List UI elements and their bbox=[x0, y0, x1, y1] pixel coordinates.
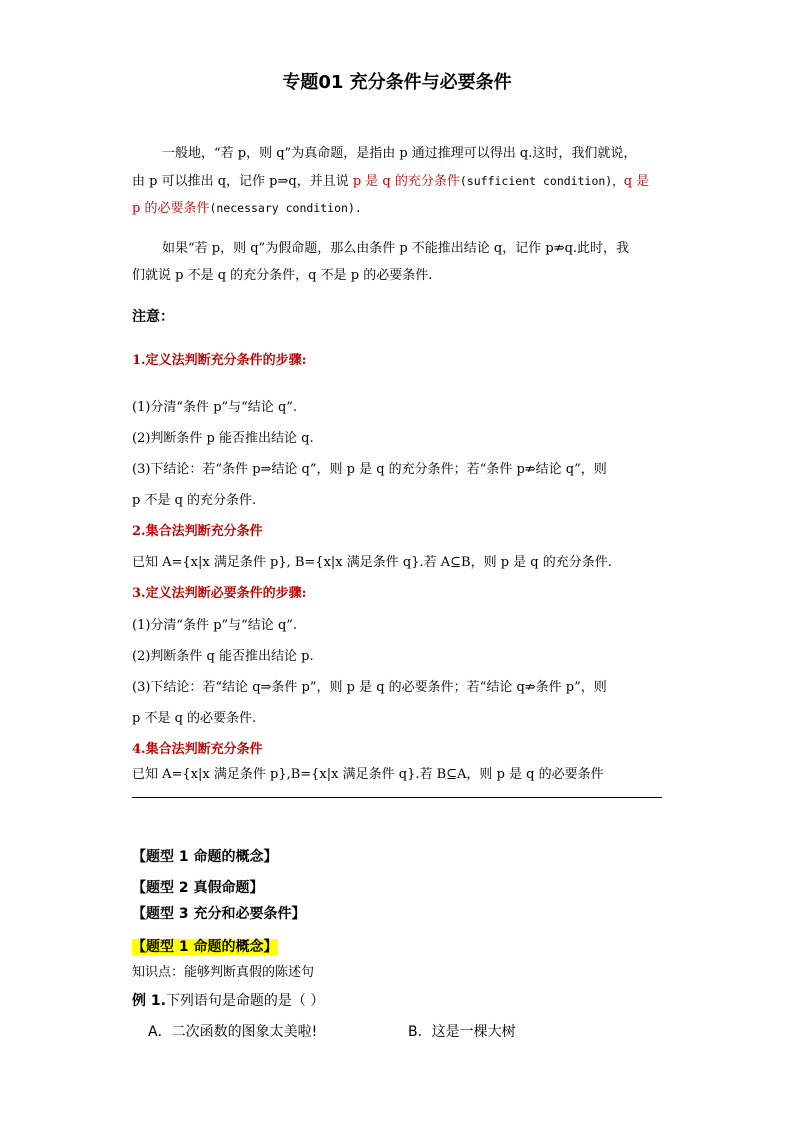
intro-line-3: p 的必要条件(necessary condition). bbox=[132, 201, 362, 216]
section-1-item-1: (1)分清“条件 p”与“结论 q”. bbox=[132, 400, 298, 415]
intro-line-2: 由 p 可以推出 q，记作 p⇒q，并且说 p 是 q 的充分条件(sufficient condition)，q 是 bbox=[132, 174, 650, 189]
page-title: 专题01 充分条件与必要条件 bbox=[282, 72, 512, 93]
necessary-condition-term: p 的必要条件 bbox=[132, 201, 210, 216]
example-1 bbox=[132, 992, 324, 1010]
knowledge-point: 知识点：能够判断真假的陈述句 bbox=[132, 965, 315, 980]
toc-item-3: 【题型 3 充分和必要条件】 bbox=[132, 906, 306, 922]
intro-line-4: 如果“若 p，则 q”为假命题，那么由条件 p 不能推出结论 q，记作 p⇏q.此时，我 bbox=[162, 241, 630, 256]
section-3-heading: 3.定义法判断必要条件的步骤: bbox=[132, 586, 307, 601]
divider bbox=[132, 797, 662, 798]
option-b: B．这是一棵大树 bbox=[408, 1024, 516, 1040]
section-2-heading: 2.集合法判断充分条件 bbox=[132, 524, 263, 539]
section-4-heading: 4.集合法判断充分条件 bbox=[132, 742, 263, 757]
section-3-item-3b: p 不是 q 的必要条件. bbox=[132, 711, 257, 726]
section-3-item-1: (1)分清“条件 p”与“结论 q”. bbox=[132, 618, 298, 633]
toc-item-1: 【题型 1 命题的概念】 bbox=[132, 849, 278, 865]
section-2-text: 已知 A={x|x 满足条件 p}, B={x|x 满足条件 q}.若 A⊆B，则 p 是 q 的充分条件. bbox=[132, 555, 612, 570]
section-1-item-3a: (3)下结论：若“条件 p⇒结论 q”，则 p 是 q 的充分条件；若“条件 p⇏结论 q”，则 bbox=[132, 462, 607, 477]
example-stem: 下列语句是命题的是（ ） bbox=[165, 993, 325, 1009]
section-1-item-3b: p 不是 q 的充分条件. bbox=[132, 493, 257, 508]
section-4-text: 已知 A={x|x 满足条件 p},B={x|x 满足条件 q}.若 B⊆A，则 p 是 q 的必要条件 bbox=[132, 767, 604, 782]
intro-line-1: 一般地，“若 p，则 q”为真命题，是指由 p 通过推理可以得出 q.这时，我们就说， bbox=[162, 146, 637, 161]
option-a: A．二次函数的图象太美啦! bbox=[148, 1024, 318, 1040]
section-1-heading: 1.定义法判断充分条件的步骤: bbox=[132, 353, 307, 368]
note-label: 注意： bbox=[132, 309, 174, 325]
intro-line-5: 们就说 p 不是 q 的充分条件，q 不是 p 的必要条件. bbox=[132, 268, 433, 283]
toc-item-2: 【题型 2 真假命题】 bbox=[132, 880, 264, 896]
sufficient-condition-term: p 是 q 的充分条件 bbox=[352, 174, 460, 189]
section-3-item-2: (2)判断条件 q 能否推出结论 p. bbox=[132, 649, 314, 664]
example-label: 例 1. bbox=[132, 993, 166, 1009]
section-heading bbox=[132, 938, 278, 956]
highlighted-heading: 【题型 1 命题的概念】 bbox=[132, 939, 278, 955]
section-3-item-3a: (3)下结论：若“结论 q⇒条件 p”，则 p 是 q 的必要条件；若“结论 q⇏条件 p”，则 bbox=[132, 680, 607, 695]
section-1-item-2: (2)判断条件 p 能否推出结论 q. bbox=[132, 431, 314, 446]
